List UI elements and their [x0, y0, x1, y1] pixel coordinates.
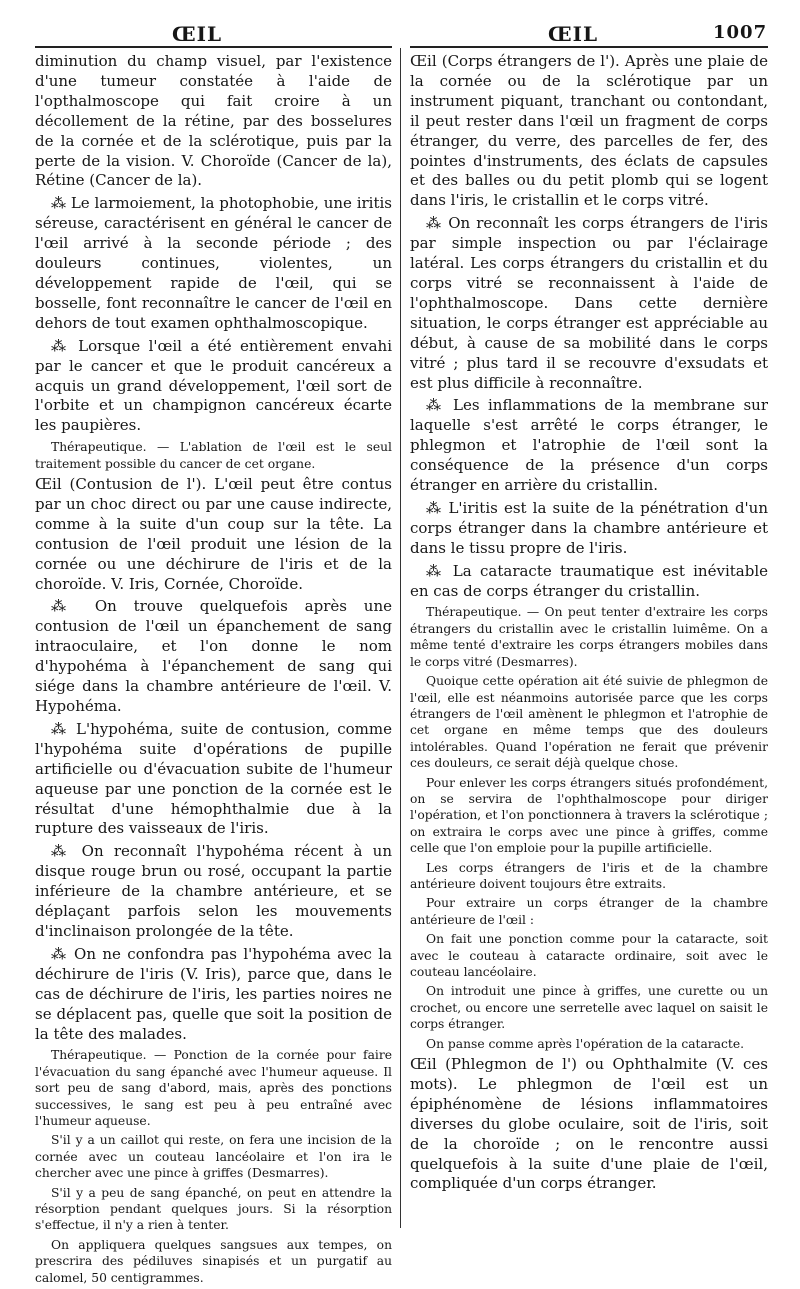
paragraph-small: S'il y a un caillot qui reste, on fera une incision de la cornée avec un couteau lancéolaire et l'on ira le chercher avec une pince à griffes (Desmarres).	[35, 1133, 392, 1181]
therapeutique-note: Thérapeutique. — Ponction de la cornée pour faire l'évacuation du sang épanché avec l'humeur aqueuse. Il sort peu de sang d'abord, mais, après des ponctions successives, le sang est peu à peu entraîné avec l'humeur aqueuse.	[35, 1048, 392, 1129]
right-column	[410, 52, 768, 1197]
paragraph: diminution du champ visuel, par l'existence d'une tumeur constatée à l'aide de l'opthalmoscope qui fait croire à un décollement de la rétine, par des bosselures de la cornée et de la sclérotique, puis par la perte de la vision. V. Choroïde (Cancer de la), Rétine (Cancer de la).	[35, 52, 392, 190]
column-divider	[400, 48, 401, 1228]
paragraph: ⁂ La cataracte traumatique est inévitable en cas de corps étranger du cristallin.	[410, 561, 768, 600]
header-rule-left	[35, 46, 392, 48]
paragraph-small: Pour enlever les corps étrangers situés profondément, on se servira de l'ophthalmoscope pour diriger l'opération, et l'on ponctionnera à travers la sclérotique ; on extraira le corps avec une pince à griffes, comme celle que l'on emploie pour la pupille artificielle.	[410, 775, 768, 856]
paragraph-small: On introduit une pince à griffes, une curette ou un crochet, ou encore une serretelle avec laquel on saisit le corps étranger.	[410, 984, 768, 1032]
page-number: 1007	[713, 22, 768, 43]
paragraph-small: On appliquera quelques sangsues aux tempes, on prescrira des pédiluves sinapisés et un purgatif au calomel, 50 centigrammes.	[35, 1237, 392, 1285]
paragraph: ⁂ L'iritis est la suite de la pénétration d'un corps étranger dans la chambre antérieure et dans le tissu propre de l'iris.	[410, 498, 768, 557]
paragraph: ⁂ On reconnaît les corps étrangers de l'iris par simple inspection ou par l'éclairage latéral. Les corps étrangers du cristallin et du corps vitré se reconnaissent à l'aide de l'ophthalmoscope. Dans cette dernière situation, le corps étranger est appréciable au début, à cause de sa mobilité dans le corps vitré ; plus tard il se recouvre d'exsudats et est plus difficile à reconnaître.	[410, 214, 768, 392]
therapeutique-note: Thérapeutique. — On peut tenter d'extraire les corps étrangers du cristallin avec le cristallin luimême. On a même tenté d'extraire les corps étrangers mobiles dans le corps vitré (Desmarres).	[410, 605, 768, 669]
paragraph: ⁂ Les inflammations de la membrane sur laquelle s'est arrêté le corps étranger, le phlegmon et l'atrophie de l'œil sont la conséquence de la présence d'un corps étranger en arrière du cristallin.	[410, 396, 768, 495]
paragraph: ⁂ On ne confondra pas l'hypohéma avec la déchirure de l'iris (V. Iris), parce que, dans le cas de déchirure de l'iris, les parties noires ne se déplacent pas, quelle que soit la position de la tête des malades.	[35, 944, 392, 1043]
entry-phlegmon: Œil (Phlegmon de l') ou Ophthalmite (V. ces mots). Le phlegmon de l'œil est un épiphénomène de lésions inflammatoires diverses du globe oculaire, soit de l'iris, soit de la choroïde ; on le rencontre aussi quelquefois à la suite d'une plaie de l'œil, compliquée d'un corps étranger.	[410, 1055, 768, 1193]
paragraph-small: S'il y a peu de sang épanché, on peut en attendre la résorption pendant quelques jours. Si la résorption s'effectue, il n'y a rien à tenter.	[35, 1185, 392, 1233]
paragraph-small: On panse comme après l'opération de la cataracte.	[426, 1036, 745, 1051]
paragraph-small: Quoique cette opération ait été suivie de phlegmon de l'œil, elle est néanmoins autorisée parce que les corps étrangers de l'œil amènent le phlegmon et l'atrophie de cet organe en même temps que des douleurs intolérables. Quand l'opération ne ferait que prévenir ces douleurs, ce serait déjà quelque chose.	[410, 674, 768, 771]
paragraph: ⁂ Le larmoiement, la photophobie, une iritis séreuse, caractérisent en général le cancer de l'œil arrivé à la seconde période ; des douleurs continues, violentes, un développement rapide de l'œil, qui se bosselle, font reconnaître le cancer de l'œil en dehors de tout examen ophthalmoscopique.	[35, 194, 392, 332]
paragraph-small: On fait une ponction comme pour la cataracte, soit avec le couteau à cataracte ordinaire, soit avec le couteau lancéolaire.	[410, 932, 768, 979]
paragraph-small: Les corps étrangers de l'iris et de la chambre antérieure doivent toujours être extraits.	[410, 860, 768, 891]
paragraph: ⁂ On trouve quelquefois après une contusion de l'œil un épanchement de sang intraoculaire, et l'on donne le nom d'hypohéma à l'épanchement de sang qui siége dans la chambre antérieure de l'œil. V. Hypohéma.	[35, 597, 392, 715]
paragraph: ⁂ L'hypohéma, suite de contusion, comme l'hypohéma suite d'opérations de pupille artificielle ou d'évacuation subite de l'humeur aqueuse par une ponction de la cornée est le résultat d'une hémophthalmie due à la rupture des vaisseaux de l'iris.	[35, 719, 392, 838]
running-head-right: ŒIL	[548, 22, 599, 46]
therapeutique-note: Thérapeutique. — L'ablation de l'œil est le seul traitement possible du cancer de cet organe.	[35, 440, 392, 471]
paragraph: ⁂ On reconnaît l'hypohéma récent à un disque rouge brun ou rosé, occupant la partie inférieure de la chambre antérieure, et se déplaçant parfois selon les mouvements d'inclinaison prolongée de la tête.	[35, 842, 392, 940]
entry-corps-etrangers: Œil (Corps étrangers de l'). Après une plaie de la cornée ou de la sclérotique par un instrument piquant, tranchant ou contondant, il peut rester dans l'œil un fragment de corps étranger, du verre, des parcelles de fer, des pointes d'instruments, des éclats de capsules et des balles ou du petit plomb qui se logent dans l'iris, le cristallin et le corps vitré.	[410, 52, 768, 210]
running-head-left: ŒIL	[172, 22, 223, 46]
paragraph: ⁂ Lorsque l'œil a été entièrement envahi par le cancer et que le produit cancéreux a acquis un grand développement, l'œil sort de l'orbite et un champignon cancéreux écarte les paupières.	[35, 336, 392, 435]
entry-contusion: Œil (Contusion de l'). L'œil peut être contus par un choc direct ou par une cause indirecte, comme à la suite d'un coup sur la tête. La contusion de l'œil produit une lésion de la cornée ou une déchirure de l'iris et de la choroïde. V. Iris, Cornée, Choroïde.	[35, 475, 392, 593]
left-column	[35, 52, 392, 1289]
header-rule-right	[410, 46, 768, 48]
paragraph-small: Pour extraire un corps étranger de la chambre antérieure de l'œil :	[410, 896, 768, 927]
